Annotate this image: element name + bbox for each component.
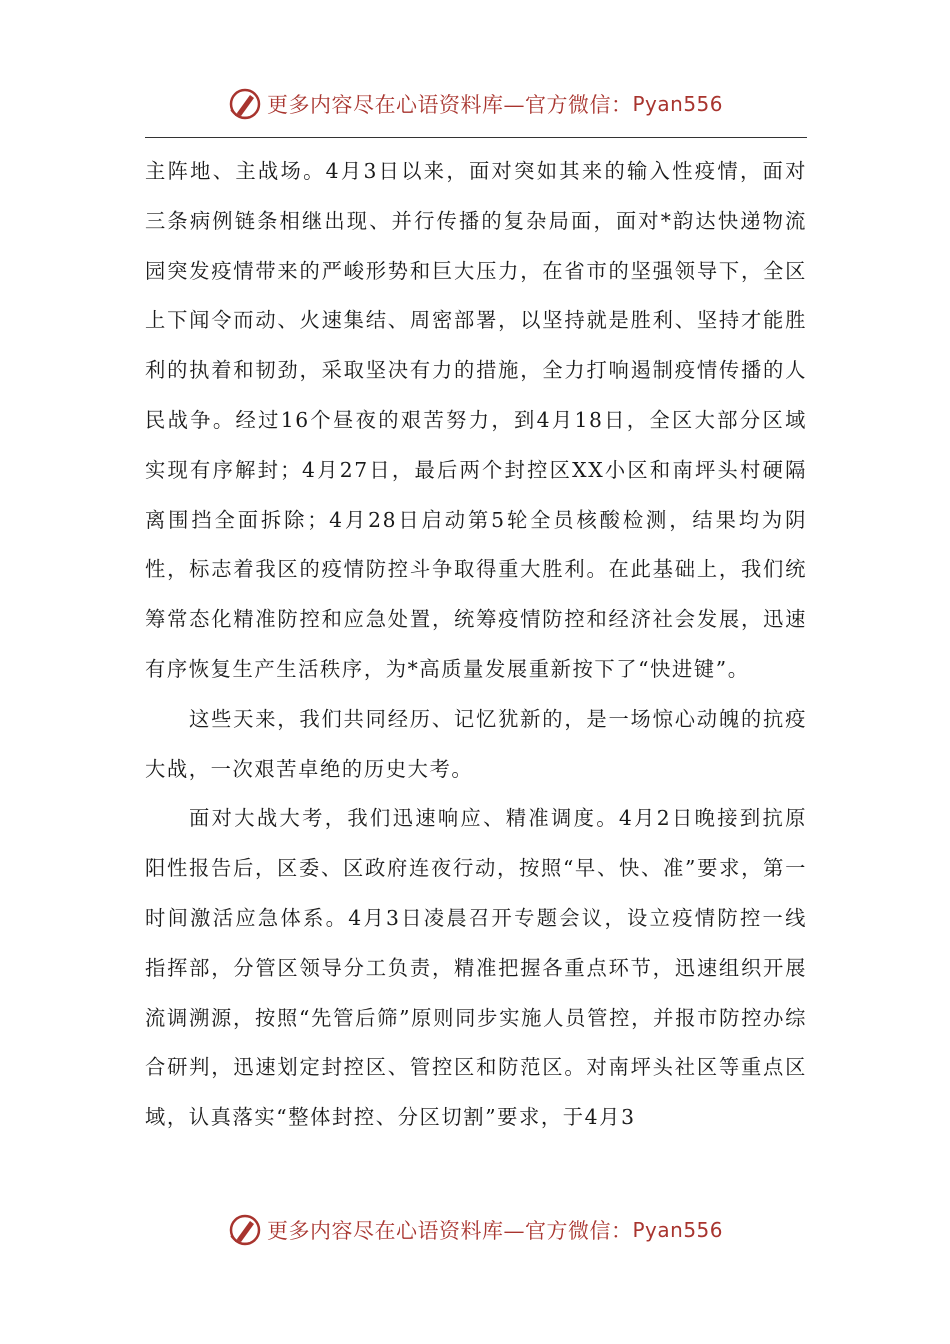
- footer-watermark: [227, 1212, 723, 1248]
- paragraph-2: 这些天来，我们共同经历、记忆犹新的，是一场惊心动魄的抗疫大战，一次艰苦卓绝的历史大考。: [145, 706, 807, 781]
- pen-circle-icon: [227, 86, 263, 122]
- header-watermark: [227, 86, 723, 122]
- header-divider: [145, 137, 807, 138]
- footer-wechat-id: Pyan556: [632, 1218, 723, 1242]
- document-body: [145, 147, 807, 1143]
- page-footer: [0, 1208, 950, 1252]
- pen-circle-icon: [227, 1212, 263, 1248]
- header-wechat-id: Pyan556: [632, 92, 723, 116]
- page-header: [0, 82, 950, 126]
- paragraph-3: 面对大战大考，我们迅速响应、精准调度。4月2日晚接到抗原阳性报告后，区委、区政府连夜行动，按照“早、快、准”要求，第一时间激活应急体系。4月3日凌晨召开专题会议，设立疫情防控一线指挥部，分管区领导分工负责，精准把握各重点环节，迅速组织开展流调溯源，按照“先管后筛”原则同步实施人员管控，并报市防控办综合研判，迅速划定封控区、管控区和防范区。对南坪头社区等重点区域，认真落实“整体封控、分区切割”要求，于4月3: [145, 806, 807, 1130]
- paragraph-1: 主阵地、主战场。4月3日以来，面对突如其来的输入性疫情，面对三条病例链条相继出现、并行传播的复杂局面，面对*韵达快递物流园突发疫情带来的严峻形势和巨大压力，在省市的坚强领导下，全区上下闻令而动、火速集结、周密部署，以坚持就是胜利、坚持才能胜利的执着和韧劲，采取坚决有力的措施，全力打响遏制疫情传播的人民战争。经过16个昼夜的艰苦努力，到4月18日，全区大部分区域实现有序解封；4月27日，最后两个封控区XX小区和南坪头村硬隔离围挡全面拆除；4月28日启动第5轮全员核酸检测，结果均为阴性，标志着我区的疫情防控斗争取得重大胜利。在此基础上，我们统筹常态化精准防控和应急处置，统筹疫情防控和经济社会发展，迅速有序恢复生产生活秩序，为*高质量发展重新按下了“快进键”。: [145, 159, 807, 681]
- header-watermark-text: 更多内容尽在心语资料库—官方微信：: [266, 93, 633, 117]
- footer-watermark-text: 更多内容尽在心语资料库—官方微信：: [266, 1219, 633, 1243]
